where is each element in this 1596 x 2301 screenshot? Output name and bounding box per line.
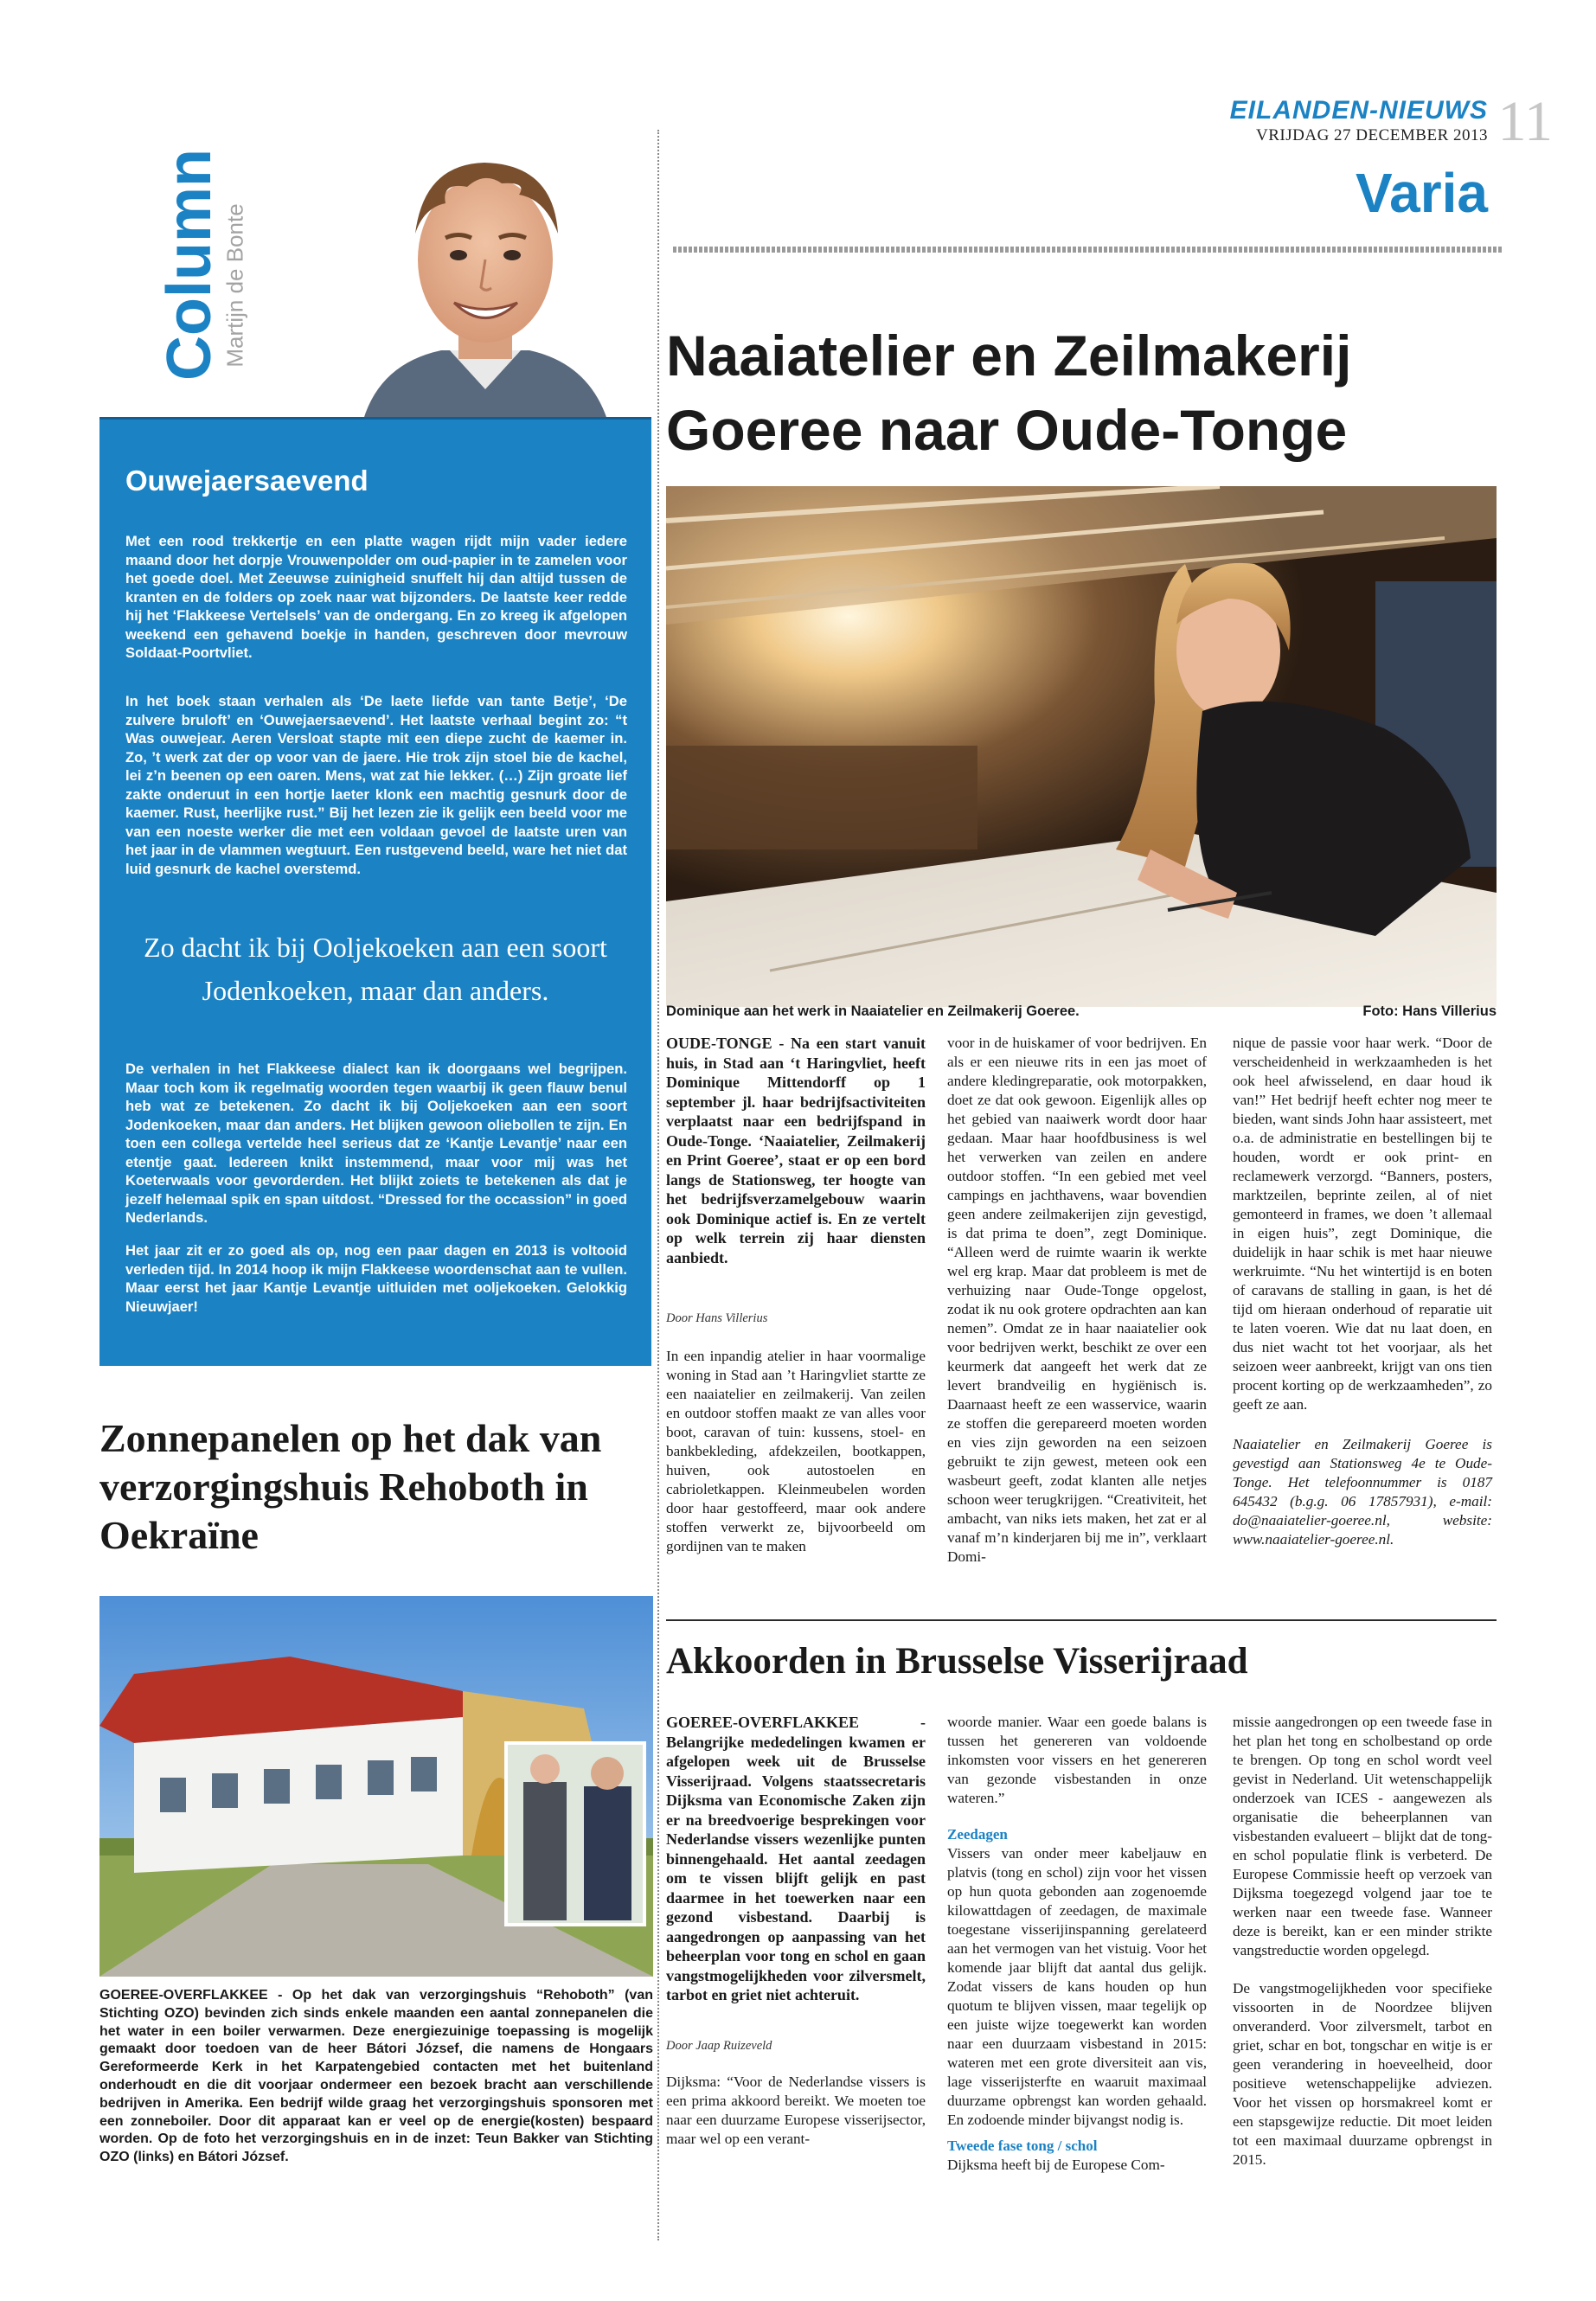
article-byline: Door Hans Villerius [666, 1311, 768, 1325]
article-headline: Naaiatelier en Zeilmakerij Goeree naar Oude-Tonge [666, 324, 1352, 462]
column-paragraph: De verhalen in het Flakkeese dialect kan ik doorgaans wel begrijpen. Maar toch kom ik regelmatig woorden tegen waarbij ik geen flauw benul heb wat ze betekenen. Zo dacht ik bij Ooljekoeken aan een soort Jodenkoeken, maar dan anders. Het blijken gewoon oliebollen te zijn. En toen een collega vertelde heel serieus dat ze ‘Kantje Levantje’ naar een etentje gaat. Iedereen knikt instemmend, maar voor mij was het Koeterwaals voor gevorderden. Het blijkt zoiets te betekenen als dat je jezelf helemaal spik en span uitdost. “Dressed for the occassion” in goed Nederlands. [125, 1061, 627, 1226]
section-title: Varia [1355, 162, 1488, 224]
section-divider [673, 247, 1503, 253]
company-info: Naaiatelier en Zeilmakerij Goeree is gevestigd aan Stationsweg 4e te Oude-Tonge. Het telefoonnummer is 0187 645432 (b.g.g. 06 17857931), e-mail: do@naaiatelier-goeree.nl, website: www.naaiatelier-goeree.nl. [1233, 1436, 1492, 1548]
article-photo [666, 486, 1497, 1007]
akkoorden-byline: Door Jaap Ruizeveld [666, 2038, 772, 2053]
akkoorden-column-1 [666, 1713, 926, 2149]
page-number: 11 [1497, 90, 1553, 153]
article-column-2 [947, 1034, 1207, 1567]
akkoorden-lead-text: Belangrijke mededelingen kwamen er afgelopen week uit de Brusselse Visserijraad. Volgens staatssecretaris Dijksma van Economische Zaken zijn er na breedvoerige besprekingen voor Nederlandse vissers wezenlijke punten binnengehaald. Het aantal zeedagen om te vissen blijft gelijk en past daarmee in het toewerken naar een gezond visbestand. Daarbij is aangedrongen op aanpassing van het beheerplan voor tong en schol en gaan vangstmogelijkheden voor zilversmelt, tarbot en griet niet achteruit. [666, 1733, 926, 2003]
column-separator [657, 130, 659, 2240]
column-paragraph: In het boek staan verhalen als ‘De laete liefde van tante Betje’, ‘De zulvere bruloft’ en ‘Ouwejaersaevend’. Het laatste verhaal begint zo: “t Was ouwejear. Aeren Versloat stapte mit een diepe zucht de kaemer in. Zo, ’t werk zat der op voor van de jaere. Hie trok zijn stoel bie de kachel, lei z’n beenen op een oaren. Mens, wat zat hie lekker. (…) Zijn groate lief zakte onderuut in een hortje laeter klonk een machtig gesnurk door de kaemer. Rust, heerlijke rust.” Bij het lezen zie ik gelijk een beeld voor me van een noeste werker die met een voldaan gevoel de laatste uren van het jaar in de vlammen wegtuurt. Een rustgevend beeld, ware het niet dat luid gesnurk de kachel overstemd. [125, 693, 627, 877]
photo-caption-row [666, 1003, 1497, 1024]
akkoorden-paragraph: Dijksma heeft bij de Europese Com- [947, 2157, 1165, 2173]
issue-date: VRIJDAG 27 DECEMBER 2013 [1256, 126, 1488, 144]
column-box [99, 417, 651, 1366]
column-pullquote: Zo dacht ik bij Ooljekoeken aan een soort Jodenkoeken, maar dan anders. [144, 932, 607, 1006]
akkoorden-subhead: Zeedagen [947, 1826, 1008, 1843]
photo-credit: Foto: Hans Villerius [1362, 1003, 1497, 1019]
article-paragraph: nique de passie voor haar werk. “Door de verscheidenheid in werkzaamheden is het ook heel afwisselend, en daar houd ik van!” Het bedrijf heeft echter nog meer te bieden, want sinds John haar assisteert, met o.a. de administratie en bestellingen bij te houden, wordt er ook print- en reclamewerk verzorgd. “Banners, posters, marktzeilen, beprinte zeilen, al of niet gemonteerd in frames, we doen ’t allemaal in eigen huis”, zegt Dominique, die duidelijk in haar schik is met haar nieuwe werkruimte. “Nu het wintertijd is en boten of caravans de stalling in gaan, is het dé tijd om hieraan onderhoud of reparatie uit te laten voeren. Wie dat nu laat doen, en dus niet wacht tot het voorjaar, als het seizoen weer aanbreekt, krijgt van ons tien procent korting op de werkzaamheden”, zo geeft ze aan. [1233, 1035, 1492, 1413]
zonnepanelen-headline: Zonnepanelen op het dak van verzorgingshuis Rehoboth in Oekraïne [99, 1416, 602, 1557]
akkoorden-subhead: Tweede fase tong / schol [947, 2138, 1098, 2154]
akkoorden-paragraph: Vissers van onder meer kabeljauw en platvis (tong en schol) zijn voor het vissen op hun quota gebonden aan zogenoemde kilowattdagen of zeedagen, de maximale toegestane visserijinspanning gerelateerd aan het vermogen van het vistuig. Voor het komende jaar blijft dat aantal dus gelijk. Zodat vissers de kans houden op hun quotum te blijven vissen, maar tegelijk op een juiste wijze toegewerkt kan worden naar een duurzaam visbestand in 2015: wateren met een grote diversiteit aan vis, lage visserijsterfte en waaruit maximaal duurzame opbrengst kan worden gehaald. En zodoende minder bijvangst nodig is. [947, 1845, 1207, 2128]
akkoorden-column-2 [947, 1713, 1207, 2175]
akkoorden-dateline: GOEREE-OVERFLAKKEE - [666, 1714, 926, 1731]
newspaper-brand: EILANDEN-NIEUWS [1229, 96, 1488, 125]
column-author: Martijn de Bonte [221, 203, 248, 368]
author-portrait [329, 130, 642, 420]
column-paragraph: Het jaar zit er zo goed als op, nog een paar dagen en 2013 is voltooid verleden tijd. In 2014 hoop ik mijn Flakkeese woordenschat aan te vullen. Maar eerst het jaar Kantje Levantje uitluiden met ooljekoeken. Gelokkig Nieuwjaer! [125, 1242, 627, 1315]
akkoorden-column-3 [1233, 1713, 1492, 2170]
column-label: Column [155, 149, 224, 381]
akkoorden-paragraph: missie aangedrongen op een tweede fase in het plan het tong en scholbestand op orde te brengen. Op tong en schol wordt veel gevist in Nederland. Uit wetenschappelijk onderzoek van ICES - aangewezen als organisatie die beheerplannen van visbestanden evalueert – blijkt dat de tong- en schol populatie flink is verbeterd. De Europese Commissie heeft op verzoek van Dijksma toegezegd volgend jaar toe te werken naar een tweede fase. Wanneer deze is bereikt, kan er een minder strikte vangstreductie worden opgelegd. [1233, 1714, 1492, 1958]
akkoorden-headline: Akkoorden in Brusselse Visserijraad [666, 1641, 1248, 1682]
article-column-3 [1233, 1034, 1492, 1549]
masthead [1159, 97, 1488, 145]
akkoorden-paragraph: De vangstmogelijkheden voor specifieke vissoorten in de Noordzee blijven onveranderd. Voor zilversmelt, tarbot en griet, schar en bot, tongschar en witje is er geen verandering in hoeveelheid, door positieve wetenschappelijke adviezen. Voor het vissen op horsmakreel komt er een stapsgewijze reductie. Dit moet leiden tot een maximaal duurzame opbrengst in 2015. [1233, 1980, 1492, 2168]
column-paragraph: Met een rood trekkertje en een platte wagen rijdt mijn vader iedere maand door het dorpje Vrouwenpolder om oud-papier in te zamelen voor het goede doel. Met Zeeuwse zuinigheid snuffelt hij dan altijd tussen de kranten en de folders op zoek naar wat bijzonders. De laatste keer redde hij het ‘Flakkeese Vertelsels’ van de ondergang. En zo kreeg ik afgelopen weekend een gehavend boekje in handen, geschreven door mevrouw Soldaat-Poortvliet. [125, 533, 627, 661]
zonnepanelen-photo [99, 1596, 653, 1977]
article-divider [666, 1619, 1497, 1621]
akkoorden-paragraph: woorde manier. Waar een goede balans is tussen het genereren van voldoende inkomsten voor vissers en het genereren van gezonde visbestanden in onze wateren.” [947, 1714, 1207, 1806]
article-lead: OUDE-TONGE - Na een start vanuit huis, in Stad aan ‘t Haringvliet, heeft Dominique Mittendorff op 1 september jl. haar bedrijfsactiviteiten verplaatst naar een bedrijfspand in Oude-Tonge. ‘Naaiatelier, Zeilmakerij en Print Goeree’, staat er op een bord langs de Stationsweg, ter hoogte van het bedrijfsverzamelgebouw waarin ook Dominique actief is. En ze vertelt op welk terrein zij haar diensten aanbiedt. [666, 1035, 926, 1266]
akkoorden-paragraph: Dijksma: “Voor de Nederlandse vissers is een prima akkoord bereikt. We moeten toe naar een duurzame Europese visserijsector, maar wel op een verant- [666, 2073, 926, 2147]
zonnepanelen-caption: GOEREE-OVERFLAKKEE - Op het dak van verzorgingshuis “Rehoboth” (van Stichting OZO) bevinden zich sinds enkele maanden een aantal zonnepanelen die het water in een boiler verwarmen. Deze energiezuinige toepassing is mogelijk gemaakt door toedoen van de heer Bátori József, die namens de Hongaars Gereformeerde Kerk in het Karpatengebied contacten met het buitenland onderhoudt en die dit voorjaar ondermeer een bezoek bracht aan verschillende bedrijven in Amerika. Een bedrijf wilde graag het verzorgingshuis sponsoren met een zonneboiler. Door dit apparaat kan er veel op de energie(kosten) bespaard worden. Op de foto het verzorgingshuis en in de inzet: Teun Bakker van Stichting OZO (links) en Bátori József. [99, 1988, 653, 2165]
column-title: Ouwejaersaevend [125, 465, 369, 497]
akkoorden-lead [666, 1713, 926, 2005]
article-paragraph: In een inpandig atelier in haar voormalige woning in Stad aan ’t Haringvliet startte ze een naaiatelier en zeilmakerij. Van zeilen en outdoor stoffen maakt ze van alles voor boot, caravan of tuin: kussens, stoel- en bankbekleding, afdekzeilen, bootkappen, huiven, ook autostoelen en cabrioletkappen. Kleinmeubelen worden door haar gestoffeerd, maar ook andere stoffen verwerkt ze, bijvoorbeeld om gordijnen van te maken [666, 1348, 926, 1554]
photo-caption: Dominique aan het werk in Naaiatelier en Zeilmakerij Goeree. [666, 1003, 1080, 1019]
article-column-1 [666, 1034, 926, 1556]
article-paragraph: voor in de huiskamer of voor bedrijven. En als er een nieuwe rits in een jas moet of andere kledingreparatie, ook motorpakken, doet ze dat ook gewoon. Eigenlijk alles op het gebied van naaiwerk wordt door haar gedaan. Maar haar hoofdbusiness is wel het verwerken van zeilen en andere outdoor stoffen. “In een gebied met veel campings en jachthavens, waar bovendien geen andere zeilmakerijen zijn gevestigd, is dat prima te doen”, zegt Dominique. “Alleen werd de ruimte waarin ik werkte wel erg krap. Maar dat probleem is met de verhuizing naar Oude-Tonge opgelost, zodat ik nu ook grotere opdrachten aan kan nemen”. Omdat ze in haar naaiatelier ook voor bedrijven werkt, beschikt ze over een keurmerk dat aangeeft het werk dat ze levert brandveilig en hygiënisch is. Daarnaast heeft ze een wasservice, waarin ze stoffen die gerepareerd moeten worden en vies zijn geworden na een seizoen gebruikt te zijn gewest, meteen ook een wasbeurt geeft, zodat klanten alle netjes schoon weer terugkrijgen. “Creativiteit, het ambacht, van niks iets maken, het zat er al vanaf m’n kinderjaren bij me in”, verklaart Domi- [947, 1035, 1207, 1565]
